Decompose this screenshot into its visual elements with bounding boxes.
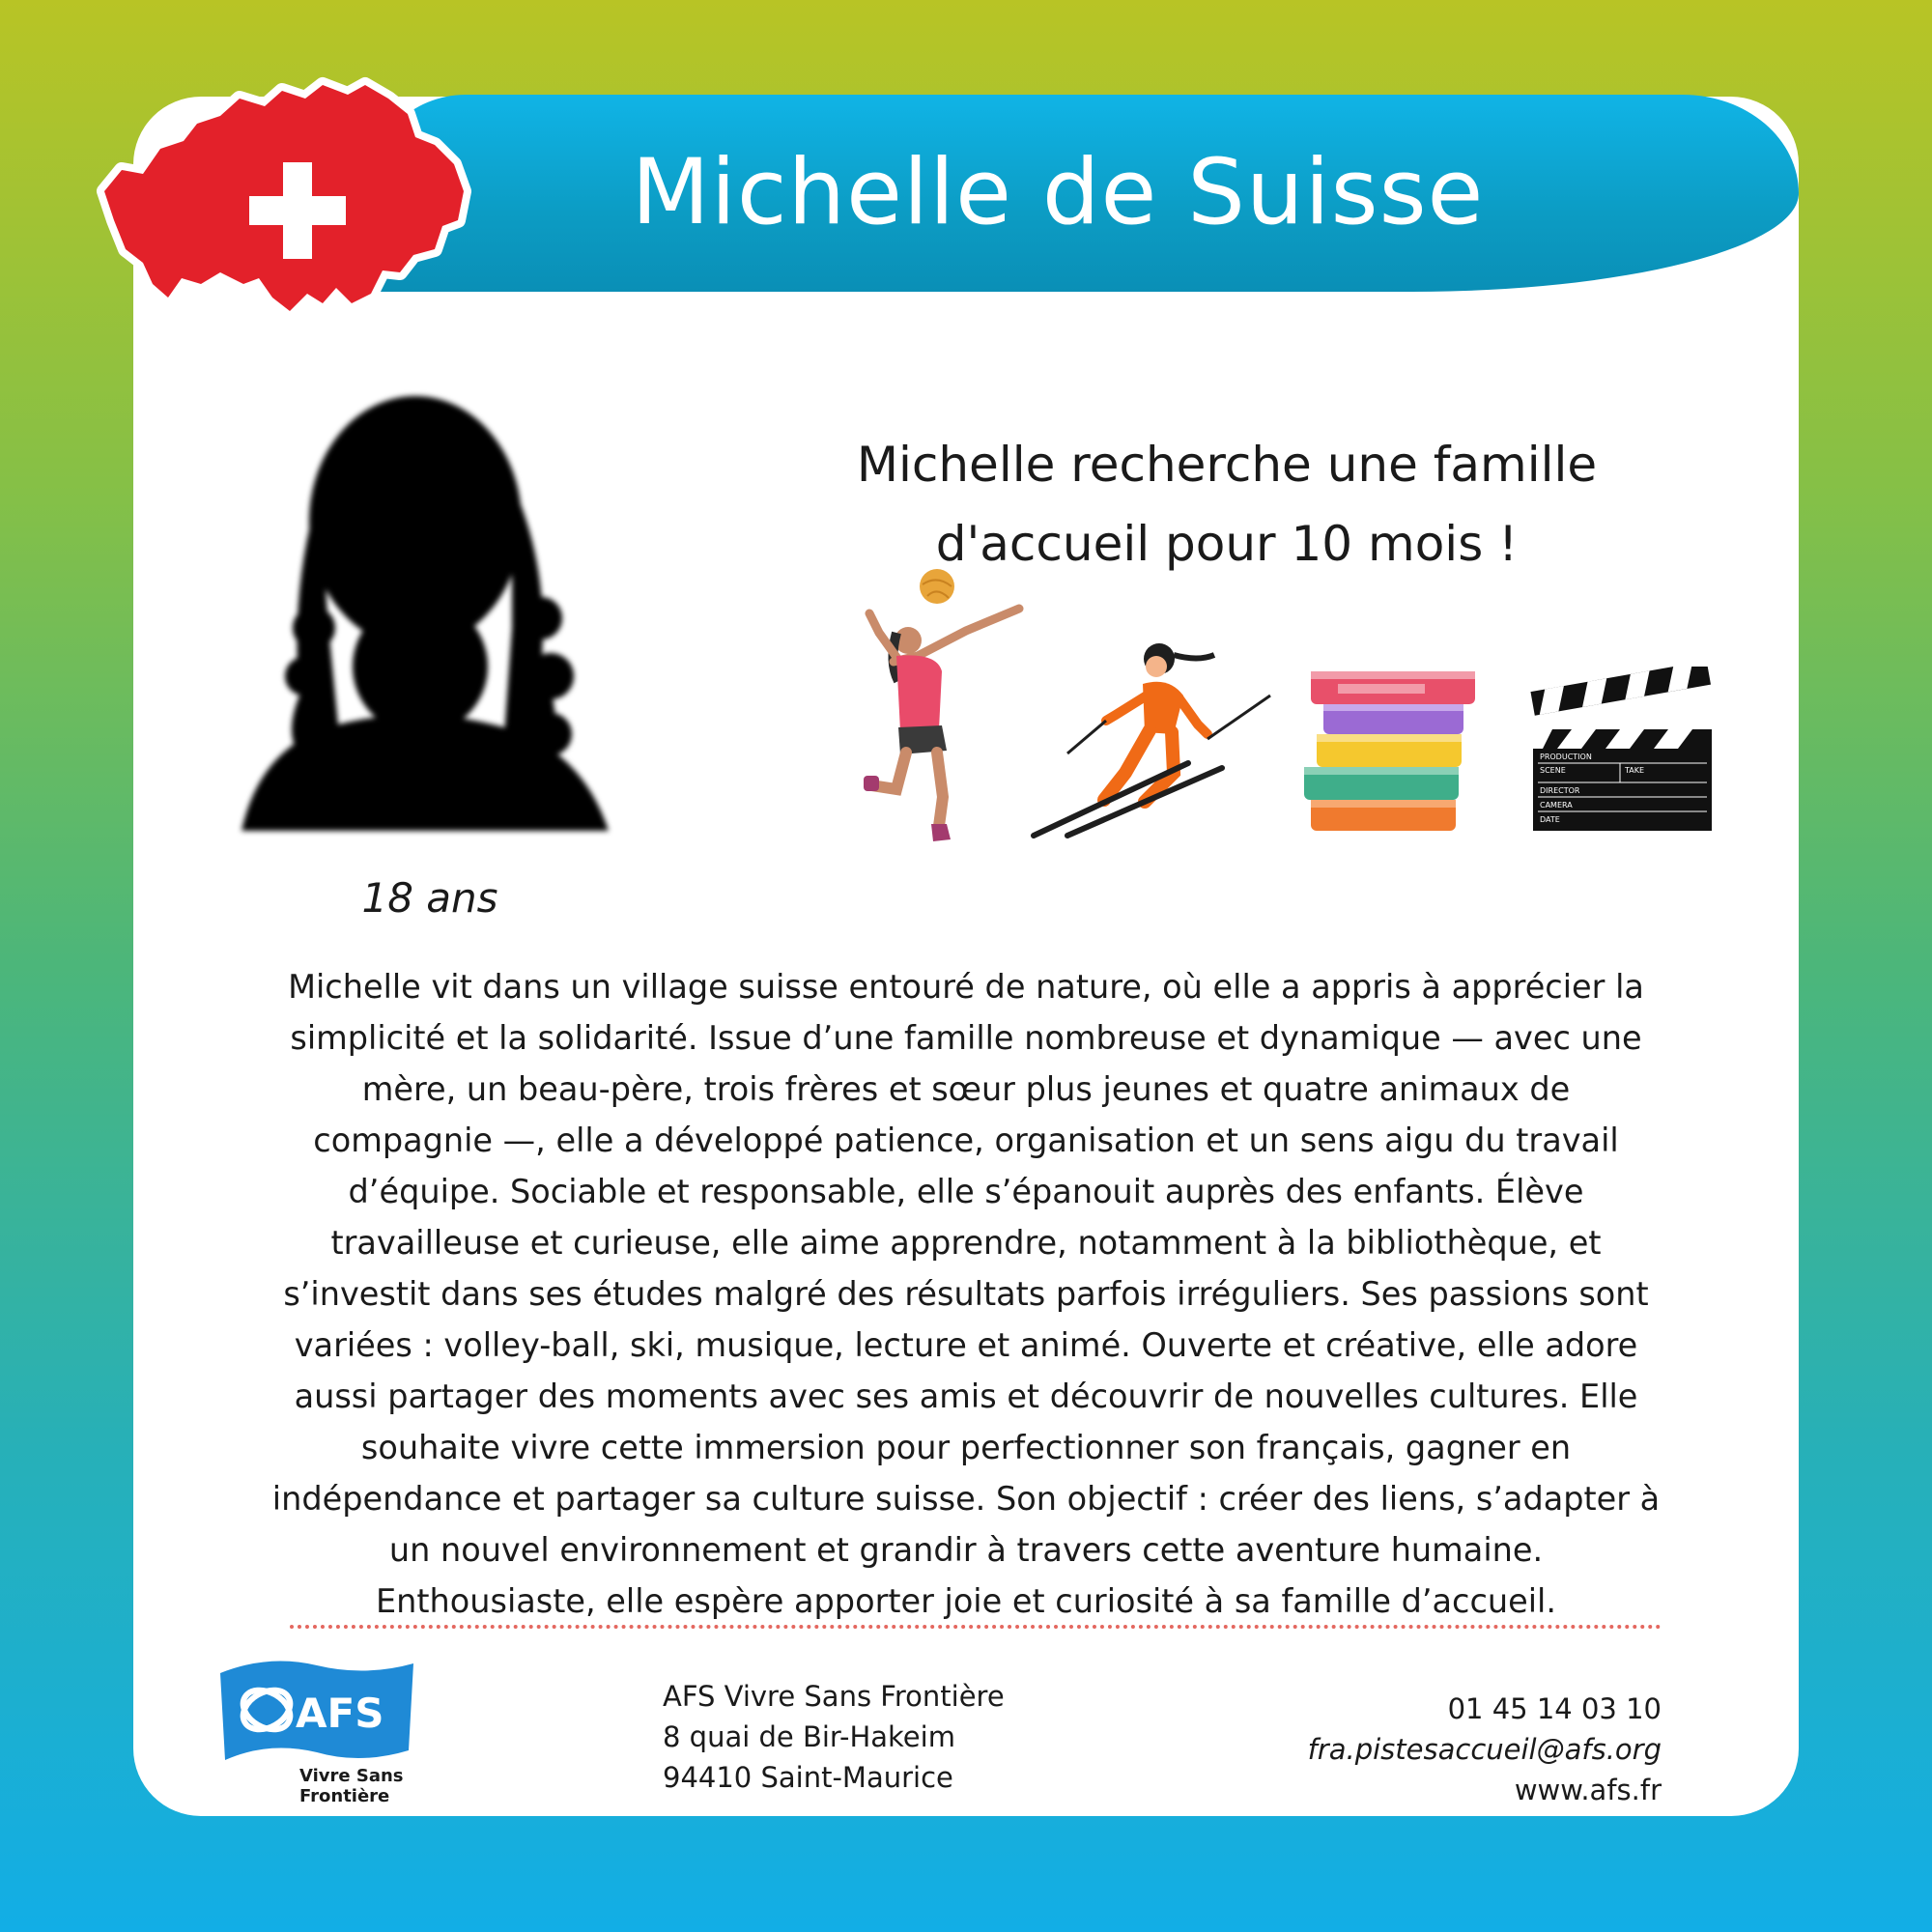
bio-line: s’investit dans ses études malgré des résultats parfois irréguliers. Ses passions sont — [283, 1275, 1649, 1313]
clapper-label-scene: SCENE — [1540, 766, 1566, 775]
address-block — [663, 1676, 1146, 1798]
clapper-label-date: DATE — [1540, 815, 1560, 824]
volleyball-player-icon — [850, 565, 1034, 845]
bio-line: compagnie —, elle a développé patience, organisation et un sens aigu du travail — [313, 1122, 1619, 1159]
clapperboard-icon — [1528, 667, 1717, 836]
contact-block — [1179, 1689, 1662, 1810]
bio-line: Enthousiaste, elle espère apporter joie et curiosité à sa famille d’accueil. — [376, 1582, 1556, 1620]
email-link[interactable]: fra.pistesaccueil@afs.org — [1307, 1733, 1662, 1766]
headline-line-1: Michelle recherche une famille — [856, 437, 1598, 493]
afs-logo-sub2: Frontière — [299, 1786, 390, 1806]
bio-line: variées : volley-ball, ski, musique, lecture et animé. Ouverte et créative, elle adore — [294, 1326, 1638, 1364]
clapper-label-production: PRODUCTION — [1540, 753, 1592, 761]
bio-line: travailleuse et curieuse, elle aime apprendre, notamment à la bibliothèque, et — [330, 1224, 1602, 1262]
phone-number: 01 45 14 03 10 — [1447, 1692, 1662, 1725]
dotted-divider — [290, 1625, 1662, 1629]
profile-silhouette-icon — [222, 377, 628, 840]
headline-line-2: d'accueil pour 10 mois ! — [935, 516, 1519, 572]
clapper-label-director: DIRECTOR — [1540, 786, 1580, 795]
bio-line: simplicité et la solidarité. Issue d’une famille nombreuse et dynamique — avec une — [290, 1019, 1642, 1057]
clapper-label-camera: CAMERA — [1540, 801, 1573, 810]
books-stack-icon — [1299, 667, 1483, 836]
page-title: Michelle de Suisse — [631, 140, 1485, 245]
bio-line: un nouvel environnement et grandir à travers cette aventure humaine. — [388, 1531, 1544, 1569]
bio-paragraph — [174, 961, 1758, 1627]
swiss-map-icon — [75, 56, 491, 327]
bio-line: d’équipe. Sociable et responsable, elle s’épanouit auprès des enfants. Élève — [348, 1173, 1584, 1210]
city-address: 94410 Saint-Maurice — [663, 1761, 953, 1794]
afs-logo-text: AFS — [296, 1690, 384, 1737]
age-label: 18 ans — [361, 874, 498, 922]
bio-line: aussi partager des moments avec ses amis et découvrir de nouvelles cultures. Elle — [294, 1378, 1638, 1415]
afs-logo — [211, 1654, 423, 1808]
org-name: AFS Vivre Sans Frontière — [663, 1680, 1005, 1713]
headline — [763, 425, 1690, 583]
clapper-label-take: TAKE — [1625, 766, 1645, 775]
skier-icon — [1029, 638, 1280, 840]
bio-line: Michelle vit dans un village suisse entouré de nature, où elle a appris à apprécier la — [288, 968, 1644, 1006]
afs-logo-sub1: Vivre Sans — [299, 1766, 404, 1786]
bio-line: mère, un beau-père, trois frères et sœur plus jeunes et quatre animaux de — [361, 1070, 1571, 1108]
bio-line: indépendance et partager sa culture suisse. Son objectif : créer des liens, s’adapter à — [271, 1480, 1661, 1518]
street-address: 8 quai de Bir-Hakeim — [663, 1720, 955, 1753]
website-link[interactable]: www.afs.fr — [1514, 1774, 1662, 1806]
bio-line: souhaite vivre cette immersion pour perfectionner son français, gagner en — [360, 1429, 1572, 1466]
